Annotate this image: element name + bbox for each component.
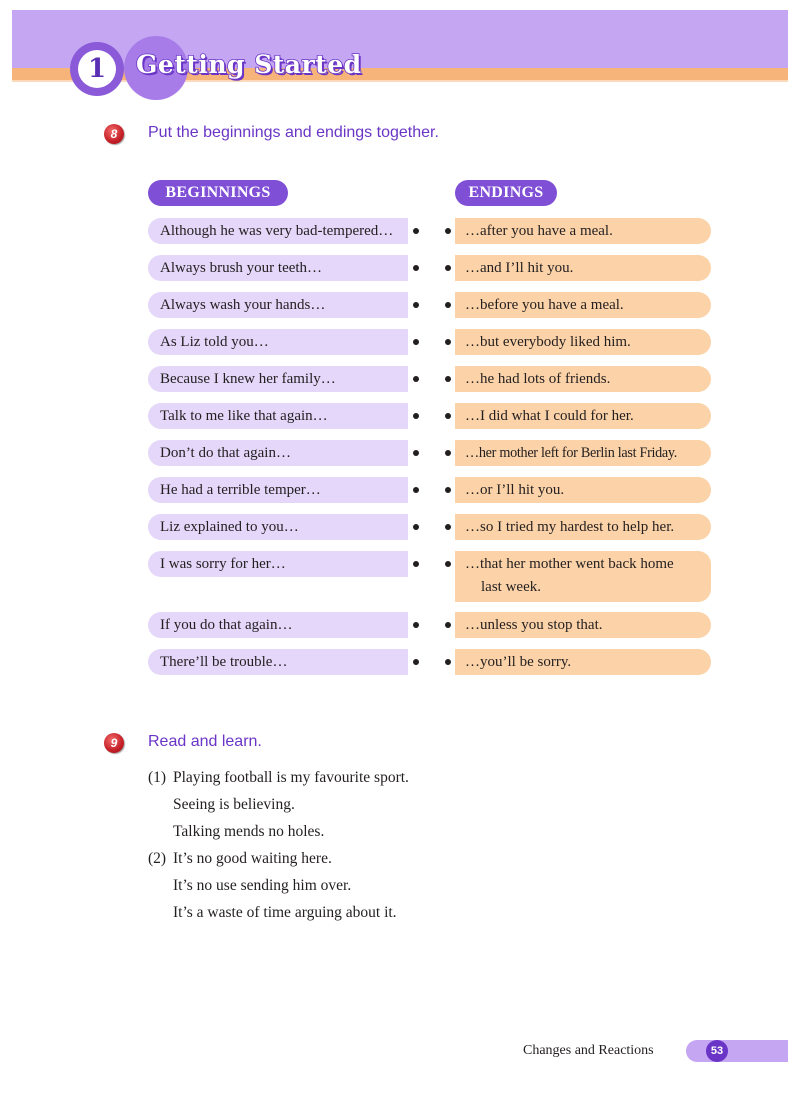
learn-sentence: Seeing is believing.: [173, 796, 295, 813]
ending-item: …I did what I could for her.: [455, 403, 711, 429]
ending-item-line: …that her mother went back home: [465, 556, 674, 572]
ending-item: …and I’ll hit you.: [455, 255, 711, 281]
match-dot-left[interactable]: [413, 622, 419, 628]
match-dot-left[interactable]: [413, 450, 419, 456]
exercise-8-number: 8: [104, 124, 124, 144]
unit-number: 1: [78, 50, 116, 88]
unit-badge: [70, 42, 124, 96]
match-dot-left[interactable]: [413, 376, 419, 382]
learn-sentence: It’s no good waiting here.: [173, 850, 332, 867]
learn-sentence: It’s no use sending him over.: [173, 877, 352, 894]
learn-sentence: Talking mends no holes.: [173, 823, 325, 840]
match-dot-right[interactable]: [445, 487, 451, 493]
beginning-item: I was sorry for her…: [148, 551, 408, 577]
match-dot-left[interactable]: [413, 413, 419, 419]
ending-item: …but everybody liked him.: [455, 329, 711, 355]
ending-item: …you’ll be sorry.: [455, 649, 711, 675]
match-dot-right[interactable]: [445, 339, 451, 345]
match-dot-right[interactable]: [445, 524, 451, 530]
match-dot-right[interactable]: [445, 228, 451, 234]
match-dot-left[interactable]: [413, 265, 419, 271]
ending-item: …he had lots of friends.: [455, 366, 711, 392]
group-1-label: (1): [148, 769, 167, 786]
beginning-item: There’ll be trouble…: [148, 649, 408, 675]
beginning-item: Talk to me like that again…: [148, 403, 408, 429]
beginning-item: Always wash your hands…: [148, 292, 408, 318]
exercise-9-instruction: Read and learn.: [148, 733, 262, 750]
ending-item: …or I’ll hit you.: [455, 477, 711, 503]
beginning-item: Although he was very bad-tempered…: [148, 218, 408, 244]
match-dot-right[interactable]: [445, 376, 451, 382]
unit-title: Getting Started: [136, 50, 362, 79]
page-number: 53: [706, 1040, 728, 1062]
ending-item-continuation: last week.: [481, 579, 541, 595]
endings-title: ENDINGS: [455, 180, 557, 206]
beginning-item: Don’t do that again…: [148, 440, 408, 466]
match-dot-left[interactable]: [413, 302, 419, 308]
beginning-item: Because I knew her family…: [148, 366, 408, 392]
match-dot-left[interactable]: [413, 487, 419, 493]
learn-sentence: Playing football is my favourite sport.: [173, 769, 409, 786]
learn-sentence: It’s a waste of time arguing about it.: [173, 904, 397, 921]
beginning-item: Liz explained to you…: [148, 514, 408, 540]
match-dot-left[interactable]: [413, 524, 419, 530]
group-2-label: (2): [148, 850, 167, 867]
match-dot-right[interactable]: [445, 622, 451, 628]
match-dot-right[interactable]: [445, 265, 451, 271]
ending-item: …unless you stop that.: [455, 612, 711, 638]
beginning-item: Always brush your teeth…: [148, 255, 408, 281]
match-dot-left[interactable]: [413, 659, 419, 665]
match-dot-left[interactable]: [413, 561, 419, 567]
ending-item: …after you have a meal.: [455, 218, 711, 244]
beginning-item: As Liz told you…: [148, 329, 408, 355]
ending-item: …her mother left for Berlin last Friday.: [455, 440, 711, 466]
ending-item: …so I tried my hardest to help her.: [455, 514, 711, 540]
match-dot-right[interactable]: [445, 659, 451, 665]
beginning-item: He had a terrible temper…: [148, 477, 408, 503]
beginnings-title: BEGINNINGS: [148, 180, 288, 206]
match-dot-right[interactable]: [445, 450, 451, 456]
footer-unit-title: Changes and Reactions: [523, 1043, 654, 1058]
ending-item: …before you have a meal.: [455, 292, 711, 318]
match-dot-right[interactable]: [445, 561, 451, 567]
ending-item-multiline: [455, 551, 711, 602]
exercise-9-number: 9: [104, 733, 124, 753]
beginning-item: If you do that again…: [148, 612, 408, 638]
match-dot-left[interactable]: [413, 339, 419, 345]
match-dot-right[interactable]: [445, 413, 451, 419]
match-dot-right[interactable]: [445, 302, 451, 308]
exercise-8-instruction: Put the beginnings and endings together.: [148, 124, 439, 141]
match-dot-left[interactable]: [413, 228, 419, 234]
footer-band: [686, 1040, 788, 1062]
